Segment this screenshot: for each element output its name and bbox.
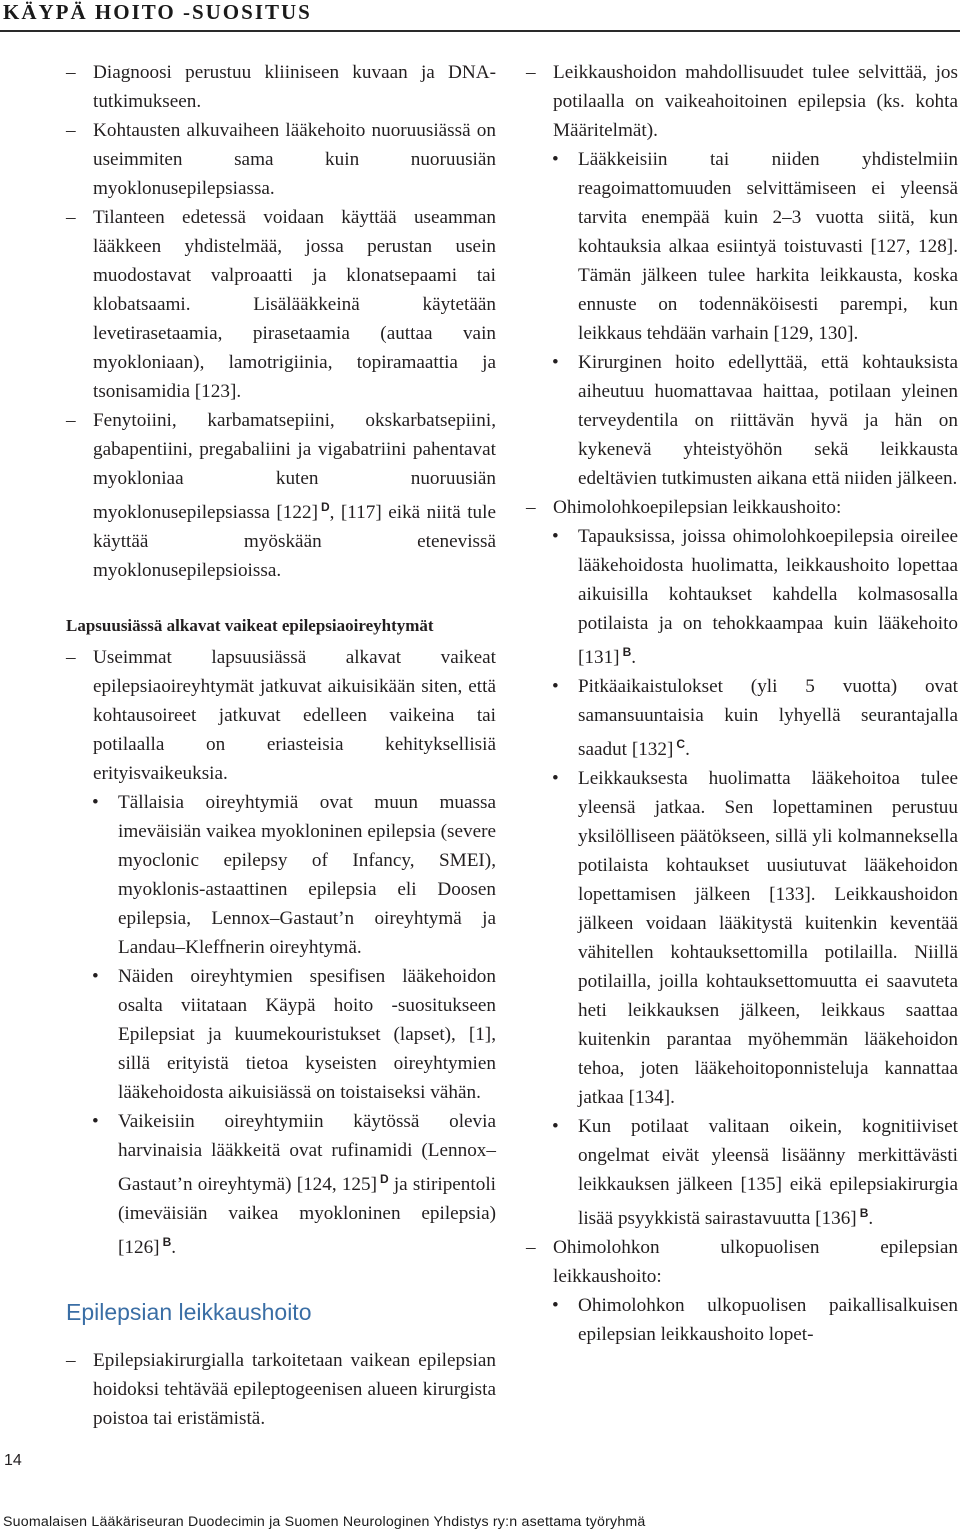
running-header: KÄYPÄ HOITO -SUOSITUS: [3, 0, 312, 24]
evidence-grade: D: [320, 500, 330, 514]
list-item: – Epilepsiakirurgialla tarkoitetaan vaikean epilepsian hoidoksi tehtävää epileptogeenisen alueen kirurgista poistoa tai eristämistä.: [66, 1346, 496, 1433]
paragraph-text: Vaikeisiin oireyhtymiin käytössä olevia harvinaisia lääkkeitä ovat rufinamidi (Lennox–Gastaut’n oireyhtymä) [124, 125]: [118, 1111, 496, 1195]
evidence-grade: B: [622, 645, 632, 659]
list-item: – Useimmat lapsuusiässä alkavat vaikeat epilepsiaoireyhtymät jatkuvat aikuisikään siten, että kohtausoireet jatkuvat edelleen vaikeina tai potilaalla on eriasteisia kehityksellisiä erityisvaikeuksia.: [66, 643, 496, 788]
list-item: – Leikkaushoidon mahdollisuudet tulee selvittää, jos potilaalla on vaikeahoitoinen epilepsia (ks. kohta Määritelmät).: [526, 58, 958, 145]
paragraph-text: ja stiripentoli (imeväisiän vaikea myokloninen epilepsia) [126]: [118, 1174, 496, 1258]
evidence-grade: B: [859, 1206, 869, 1220]
list-item: – Ohimolohkoepilepsian leikkaushoito:: [526, 493, 958, 522]
page-number: 14: [4, 1452, 22, 1469]
footer-text: Suomalaisen Lääkäriseuran Duodecimin ja Suomen Neurologinen Yhdistys ry:n asettama työryhmä: [3, 1514, 646, 1530]
bullet-item: [92, 1107, 496, 1262]
paragraph-text: Pitkäaikaistulokset (yli 5 vuotta) ovat samansuuntaisia kuin lyhyellä seurantajalla saadut [132]: [578, 676, 958, 760]
evidence-grade: C: [676, 737, 686, 751]
subsection-heading: Lapsuusiässä alkavat vaikeat epilepsiaoireyhtymät: [66, 616, 434, 635]
header-rule: [0, 30, 960, 32]
evidence-grade: B: [162, 1235, 172, 1249]
paragraph-text: .: [171, 1237, 177, 1258]
bullet-item: • Näiden oireyhtymien spesifisen lääkehoidon osalta viitataan Käypä hoito -suositukseen Epilepsiat ja kuumekouristukset (lapset), [1], sillä erityistä tietoa kyseisten oireyhtymien lääkehoidosta aikuisiässä on toistaiseksi vähän.: [92, 962, 496, 1107]
paragraph-text: .: [685, 739, 690, 760]
paragraph-text: Tapauksissa, joissa ohimolohkoepilepsia oireilee lääkehoidosta huolimatta, leikkaushoito lopettaa aikuisilla kohtaukset kahdella kolmasosalla potilaista ja on tehokkaampaa kuin lääkehoito [131]: [578, 526, 958, 668]
bullet-item: • Tällaisia oireyhtymiä ovat muun muassa imeväisiän vaikea myokloninen epilepsia (severe myoclonic epilepsy of Infancy, SMEI), myoklonis-astaattinen epilepsia eli Doosen epilepsia, Lennox–Gastaut’n oireyhtymä ja Landau–Kleffnerin oireyhtymä.: [92, 788, 496, 962]
list-item: [66, 406, 496, 585]
paragraph-text: .: [868, 1208, 874, 1229]
right-column: [526, 58, 958, 1349]
left-column: [66, 58, 496, 1433]
list-item: – Diagnoosi perustuu kliiniseen kuvaan ja DNA-tutkimukseen.: [66, 58, 496, 116]
section-heading: Epilepsian leikkaushoito: [66, 1299, 312, 1325]
paragraph-text: , [117] eikä niitä tule käyttää myöskään etenevissä myoklonusepilepsioissa.: [93, 502, 496, 581]
bullet-item: • Kirurginen hoito edellyttää, että kohtauksista aiheutuu huomattavaa haittaa, potilaan yleinen terveydentila on riittävän hyvä ja hän on kykenevä yhteistyöhön sekä leikkausta edeltävien tutkimusten aikana että niiden jälkeen.: [552, 348, 958, 493]
evidence-grade: D: [380, 1172, 389, 1186]
list-item: – Tilanteen edetessä voidaan käyttää useamman lääkkeen yhdistelmää, jossa perustan usein muodostavat valproaatti ja klonatsepaami tai klobatsaami. Lisälääkkeinä käytetään levetirasetaamia, pirasetaamia (auttaa vain myokloniaan), lamotrigiinia, topiramaattia ja tsonisamidia [123].: [66, 203, 496, 406]
bullet-item: [552, 1112, 958, 1233]
paragraph-text: Fenytoiini, karbamatsepiini, okskarbatsepiini, gabapentiini, pregabaliini ja vigabatriini pahentavat myokloniaa kuten nuoruusiän myoklonusepilepsiassa [122]: [93, 410, 496, 523]
bullet-item: [552, 522, 958, 672]
bullet-item: • Lääkkeisiin tai niiden yhdistelmiin reagoimattomuuden selvittämiseen ei yleensä tarvita enempää kuin 2–3 vuotta siitä, kun kohtauksia alkaa esiintyä toistuvasti [127, 128]. Tämän jälkeen tulee harkita leikkausta, koska ennuste on todennäköisesti parempi, kun leikkaus tehdään varhain [129, 130].: [552, 145, 958, 348]
bullet-item: • Ohimolohkon ulkopuolisen paikallisalkuisen epilepsian leikkaushoito lopet-: [552, 1291, 958, 1349]
bullet-item: [552, 672, 958, 764]
paragraph-text: .: [631, 647, 637, 668]
paragraph-text: Kun potilaat valitaan oikein, kognitiiviset ongelmat eivät yleensä lisäänny merkittävästi leikkauksen jälkeen [135] eikä epilepsiakirurgia lisää psyykkistä sairastavuutta [136]: [578, 1116, 958, 1229]
list-item: – Kohtausten alkuvaiheen lääkehoito nuoruusiässä on useimmiten sama kuin nuoruusiän myoklonusepilepsiassa.: [66, 116, 496, 203]
list-item: – Ohimolohkon ulkopuolisen epilepsian leikkaushoito:: [526, 1233, 958, 1291]
bullet-item: • Leikkauksesta huolimatta lääkehoitoa tulee yleensä jatkaa. Sen lopettaminen perustuu yksilölliseen päätökseen, sillä yli kolmanneksella potilaista kohtaukset uusiutuvat lääkehoidon lopettamisen jälkeen [133]. Leikkaushoidon jälkeen voidaan lääkitystä kuitenkin keventää vähitellen kohtauksettomilla potilailla. Niillä potilailla, joilla kohtauksettomuutta ei saavuteta heti leikkauksen jälkeen, leikkaus saattaa kuitenkin parantaa myöhemmän lääkehoidon tehoa, joten lääkehoitoponnisteluja kannattaa jatkaa [134].: [552, 764, 958, 1112]
